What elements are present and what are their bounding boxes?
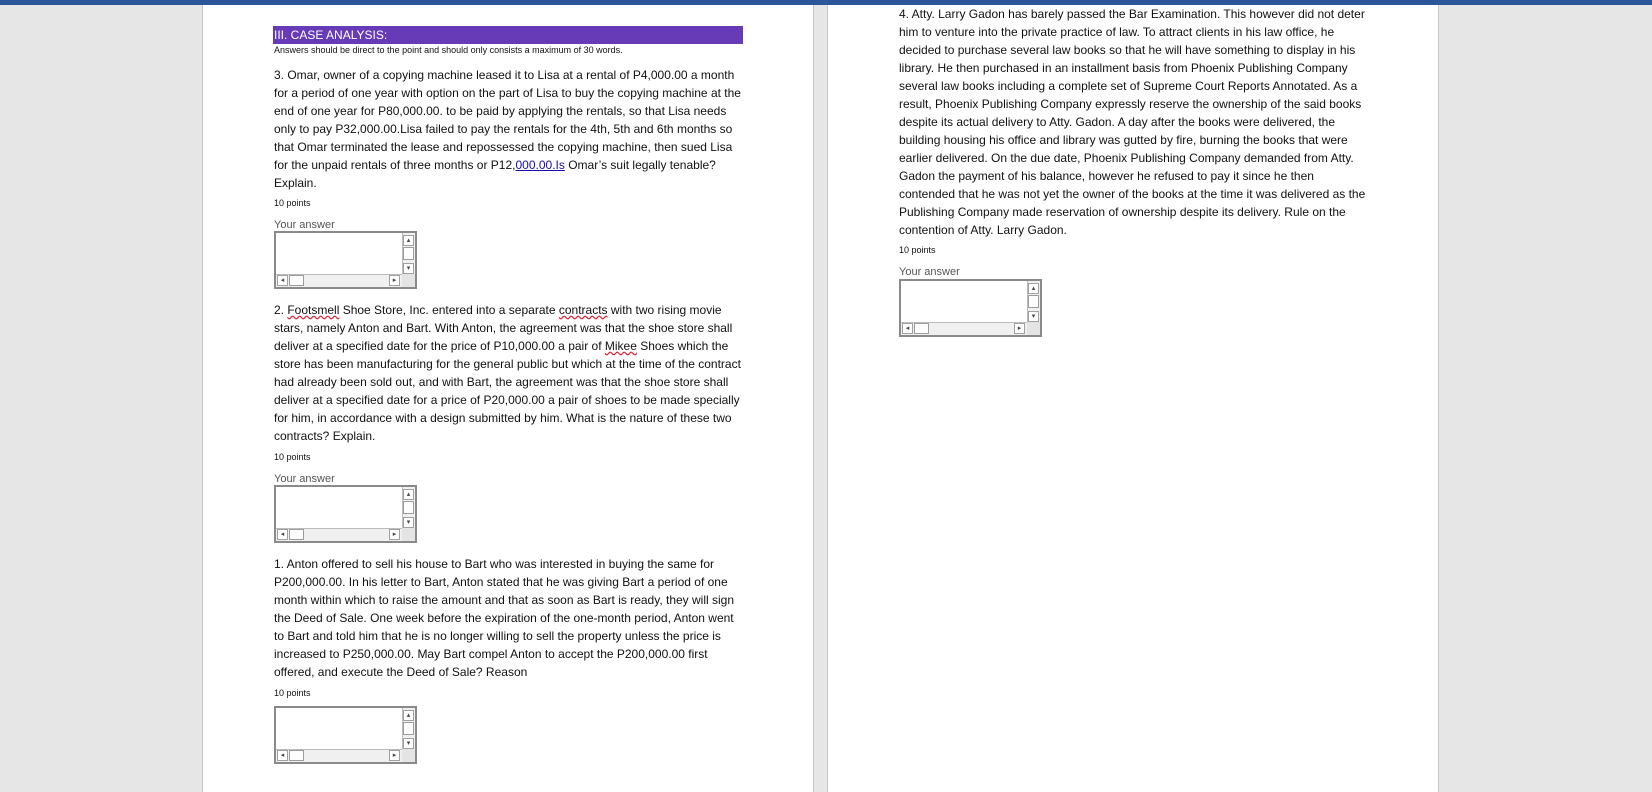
scroll-up-icon[interactable]: ▴ <box>403 710 414 721</box>
scroll-thumb[interactable] <box>289 275 304 286</box>
scroll-left-icon[interactable]: ◂ <box>277 750 288 761</box>
scroll-down-icon[interactable]: ▾ <box>403 263 414 274</box>
vertical-scrollbar[interactable] <box>1027 281 1040 324</box>
scroll-right-icon[interactable]: ▸ <box>389 750 400 761</box>
question-4-points: 10 points <box>899 245 936 255</box>
horizontal-scrollbar[interactable] <box>276 749 402 762</box>
scroll-right-icon[interactable]: ▸ <box>389 275 400 286</box>
scroll-thumb[interactable] <box>403 501 414 514</box>
scroll-up-icon[interactable]: ▴ <box>403 489 414 500</box>
horizontal-scrollbar[interactable] <box>276 528 402 541</box>
document-page-left <box>202 5 814 792</box>
scroll-left-icon[interactable]: ◂ <box>277 529 288 540</box>
scroll-left-icon[interactable]: ◂ <box>277 275 288 286</box>
scroll-thumb[interactable] <box>914 323 929 334</box>
scrollbar-corner <box>402 274 415 287</box>
question-2-body: with two rising movie stars, namely Anton and Bart. With Anton, the agreement was that the shoe store shall deliver at a specified date for the price of P10,000.00 a pair of <box>274 303 733 353</box>
scroll-thumb[interactable] <box>289 750 304 761</box>
question-1-answer-box[interactable] <box>274 706 417 764</box>
question-3-tail: Omar’s suit legally tenable? Explain. <box>274 158 716 190</box>
question-3-points: 10 points <box>274 198 311 208</box>
scroll-up-icon[interactable]: ▴ <box>403 235 414 246</box>
scroll-thumb[interactable] <box>403 722 414 735</box>
scrollbar-corner <box>1027 322 1040 335</box>
question-3-answer-box[interactable] <box>274 231 417 289</box>
scroll-up-icon[interactable]: ▴ <box>1028 283 1039 294</box>
scroll-right-icon[interactable]: ▸ <box>1014 323 1025 334</box>
hyperlink[interactable]: 000.00.Is <box>515 158 565 172</box>
question-4-answer-box[interactable] <box>899 279 1042 337</box>
horizontal-scrollbar[interactable] <box>901 322 1027 335</box>
misspelled-word: contracts <box>558 303 608 317</box>
question-1-points: 10 points <box>274 688 311 698</box>
vertical-scrollbar[interactable] <box>402 233 415 276</box>
scroll-down-icon[interactable]: ▾ <box>403 517 414 528</box>
scroll-down-icon[interactable]: ▾ <box>1028 311 1039 322</box>
section-header: III. CASE ANALYSIS: <box>273 26 743 44</box>
scroll-right-icon[interactable]: ▸ <box>389 529 400 540</box>
misspelled-word: Mikee <box>604 339 637 353</box>
misspelled-word: Footsmell <box>287 303 340 317</box>
scrollbar-corner <box>402 528 415 541</box>
scroll-down-icon[interactable]: ▾ <box>403 738 414 749</box>
scroll-thumb[interactable] <box>289 529 304 540</box>
scroll-thumb[interactable] <box>403 247 414 260</box>
scroll-thumb[interactable] <box>1028 295 1039 308</box>
question-1-text: 1. Anton offered to sell his house to Bart who was interested in buying the same for P200,000.00. In his letter to Bart, Anton stated that he was giving Bart a period of one month within which to raise the amount and that as soon as Bart is ready, they will sign the Deed of Sale. One week before the expiration of the one-month period, Anton went to Bart and told him that he is no longer willing to sell the property unless the price is increased to P250,000.00. May Bart compel Anton to accept the P200,000.00 first offered, and execute the Deed of Sale? Reason <box>274 557 735 679</box>
question-4-your-answer-label: Your answer <box>899 266 960 278</box>
question-3-body: 3. Omar, owner of a copying machine leased it to Lisa at a rental of P4,000.00 a month for a period of one year with option on the part of Lisa to buy the copying machine at the end of one year for P80,000.00. to be paid by applying the rentals, so that Lisa needs only to pay P32,000.00.Lisa failed to pay the rentals for the 4th, 5th and 6th months so that Omar terminated the lease and repossessed the copying machine, then sued Lisa for the unpaid rentals of three months or P12, <box>274 68 741 172</box>
question-4-text: 4. Atty. Larry Gadon has barely passed the Bar Examination. This however did not deter him to venture into the private practice of law. To attract clients in his law office, he decided to purchase several law books so that he will have something to display in his library. He then purchased in an installment basis from Phoenix Publishing Company several law books including a complete set of Supreme Court Reports Annotated. As a result, Phoenix Publishing Company expressly reserve the ownership of the said books despite its actual delivery to Atty. Gadon. A day after the books were delivered, the building housing his office and library was gutted by fire, burning the books that were earlier delivered. On the due date, Phoenix Publishing Company demanded from Atty. Gadon the payment of his balance, however he refused to pay it since he then contended that he was not yet the owner of the books at the time it was delivered as the Publishing Company made reservation of ownership despite its delivery. Rule on the contention of Atty. Larry Gadon. <box>899 7 1366 237</box>
question-2-your-answer-label: Your answer <box>274 473 335 485</box>
question-2-body: Shoe Store, Inc. entered into a separate <box>339 303 559 317</box>
horizontal-scrollbar[interactable] <box>276 274 402 287</box>
question-2-answer-box[interactable] <box>274 485 417 543</box>
question-2-number: 2. <box>274 303 288 317</box>
scrollbar-corner <box>402 749 415 762</box>
section-instructions: Answers should be direct to the point and should only consists a maximum of 30 words. <box>274 45 623 55</box>
question-2-tail: Shoes which the store has been manufacturing for the general public but which at the time of the contract had already been sold out, and with Bart, the agreement was that the shoe store shall deliver at a specified date for a price of P20,000.00 a pair of shoes to be made specially for him, in accordance with a design submitted by him. What is the nature of these two contracts? Explain. <box>274 339 741 443</box>
scroll-left-icon[interactable]: ◂ <box>902 323 913 334</box>
question-3-your-answer-label: Your answer <box>274 219 335 231</box>
document-page-right <box>827 5 1439 792</box>
vertical-scrollbar[interactable] <box>402 708 415 751</box>
question-3-text <box>274 66 744 192</box>
question-2-text <box>274 301 744 445</box>
question-2-points: 10 points <box>274 452 311 462</box>
vertical-scrollbar[interactable] <box>402 487 415 530</box>
